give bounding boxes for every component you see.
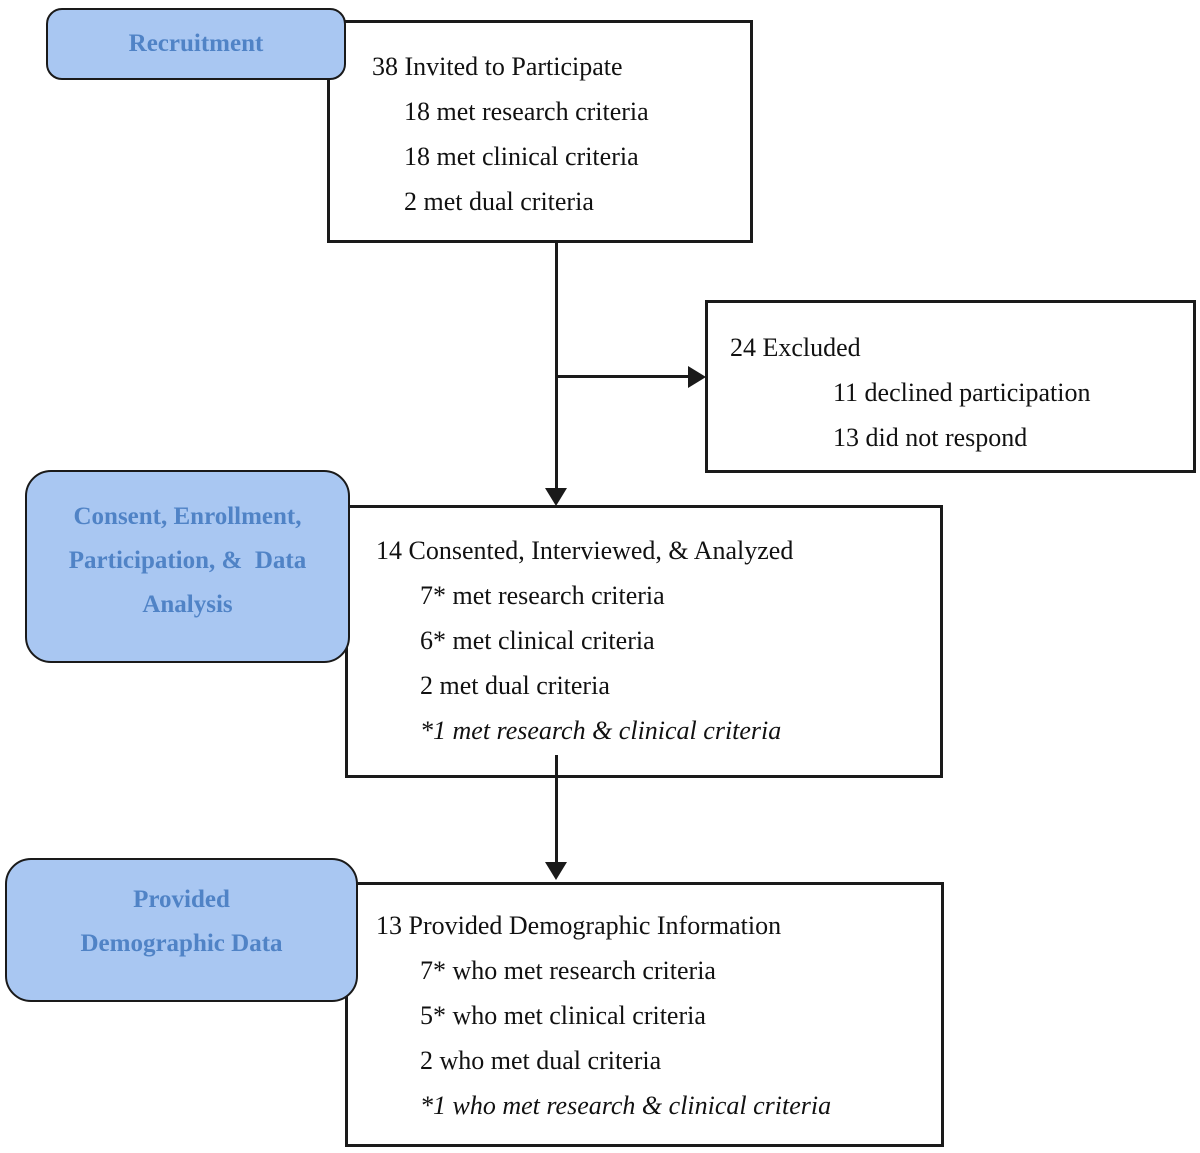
stage-label-text: Demographic Data [80, 930, 283, 957]
demographic-footnote: *1 who met research & clinical criteria [420, 1091, 832, 1120]
demographic-item: 7* who met research criteria [420, 956, 716, 985]
demographic-title: 13 Provided Demographic Information [376, 911, 782, 940]
stage-label-text: Consent, Enrollment, [73, 503, 302, 530]
excluded-box [705, 300, 1196, 473]
consented-item: 6* met clinical criteria [420, 626, 655, 655]
stage-label-text: Participation, & Data [68, 547, 307, 574]
demographic-box [345, 882, 944, 1147]
invited-item: 2 met dual criteria [404, 187, 594, 216]
invited-item: 18 met clinical criteria [404, 142, 639, 171]
stage-label-consent-enrollment [25, 470, 350, 663]
demographic-item: 5* who met clinical criteria [420, 1001, 706, 1030]
excluded-title: 24 Excluded [730, 333, 861, 362]
invited-box [327, 20, 753, 243]
stage-label-text: Analysis [142, 591, 233, 618]
consented-item: 2 met dual criteria [420, 671, 610, 700]
excluded-item: 11 declined participation [833, 378, 1091, 407]
consented-title: 14 Consented, Interviewed, & Analyzed [376, 536, 794, 565]
connector-consented-to-demographic-line [555, 755, 558, 862]
consented-item: 7* met research criteria [420, 581, 665, 610]
arrow-right-icon [688, 366, 706, 388]
invited-title: 38 Invited to Participate [372, 52, 623, 81]
arrow-down-icon [545, 862, 567, 880]
demographic-item: 2 who met dual criteria [420, 1046, 662, 1075]
excluded-item: 13 did not respond [833, 423, 1028, 452]
stage-label-text: Recruitment [128, 30, 264, 57]
arrow-down-icon [545, 488, 567, 506]
stage-label-provided-demographic-data [5, 858, 358, 1002]
stage-label-text: Provided [133, 886, 230, 913]
invited-item: 18 met research criteria [404, 97, 649, 126]
stage-label-recruitment [46, 8, 346, 80]
connector-invited-to-consented-line [555, 243, 558, 489]
connector-to-excluded-line [556, 375, 688, 378]
consented-footnote: *1 met research & clinical criteria [420, 716, 782, 745]
consented-box [345, 505, 943, 778]
